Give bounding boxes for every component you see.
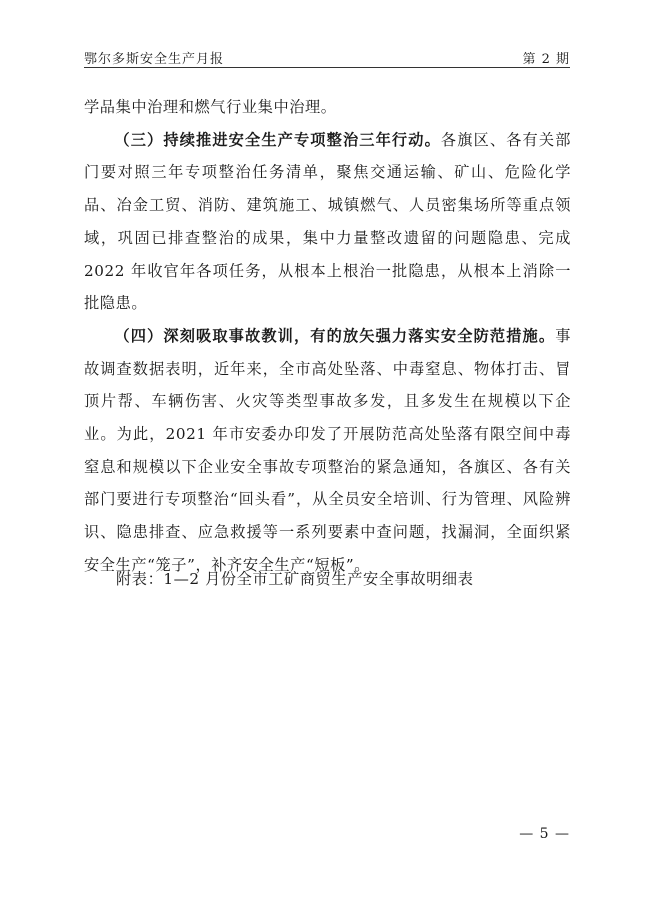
- main-content: [84, 91, 571, 582]
- section-4-paragraph: [84, 320, 571, 582]
- attachment-note: 附表：1—2 月份全市工矿商贸生产安全事故明细表: [116, 570, 474, 588]
- section-3-paragraph: [84, 124, 571, 320]
- issue-number: 第 2 期: [522, 52, 570, 67]
- section-3-text: 各旗区、各有关部门要对照三年专项整治任务清单，聚焦交通运输、矿山、危险化学品、冶金工贸、消防、建筑施工、城镇燃气、人员密集场所等重点领域，巩固已排查整治的成果，集中力量整改遗留的问题隐患、完成 2022 年收官年各项任务，从根本上根治一批隐患，从根本上消除一批隐患。: [84, 130, 571, 313]
- continuation-paragraph: 学品集中治理和燃气行业集中治理。: [84, 98, 337, 116]
- publication-title: 鄂尔多斯安全生产月报: [84, 52, 225, 67]
- page-header: [84, 44, 570, 66]
- section-3-heading: （三）持续推进安全生产专项整治三年行动。: [114, 130, 441, 149]
- header-divider: [84, 67, 570, 68]
- section-4-heading: （四）深刻吸取事故教训，有的放矢强力落实安全防范措施。: [114, 326, 556, 345]
- page-number: — 5 —: [519, 826, 570, 842]
- section-4-text: 事故调查数据表明，近年来，全市高处坠落、中毒窒息、物体打击、冒顶片帮、车辆伤害、火灾等类型事故多发，且多发生在规模以下企业。为此，2021 年市安委办印发了开展防范高处坠落有限空间中毒窒息和规模以下企业安全事故专项整治的紧急通知，各旗区、各有关部门要进行专项整治“回头看”，从全员安全培训、行为管理、风险辨识、隐患排查、应急救援等一系列要素中查问题，找漏洞，全面织紧安全生产“笼子”，补齐安全生产“短板”。: [84, 326, 571, 574]
